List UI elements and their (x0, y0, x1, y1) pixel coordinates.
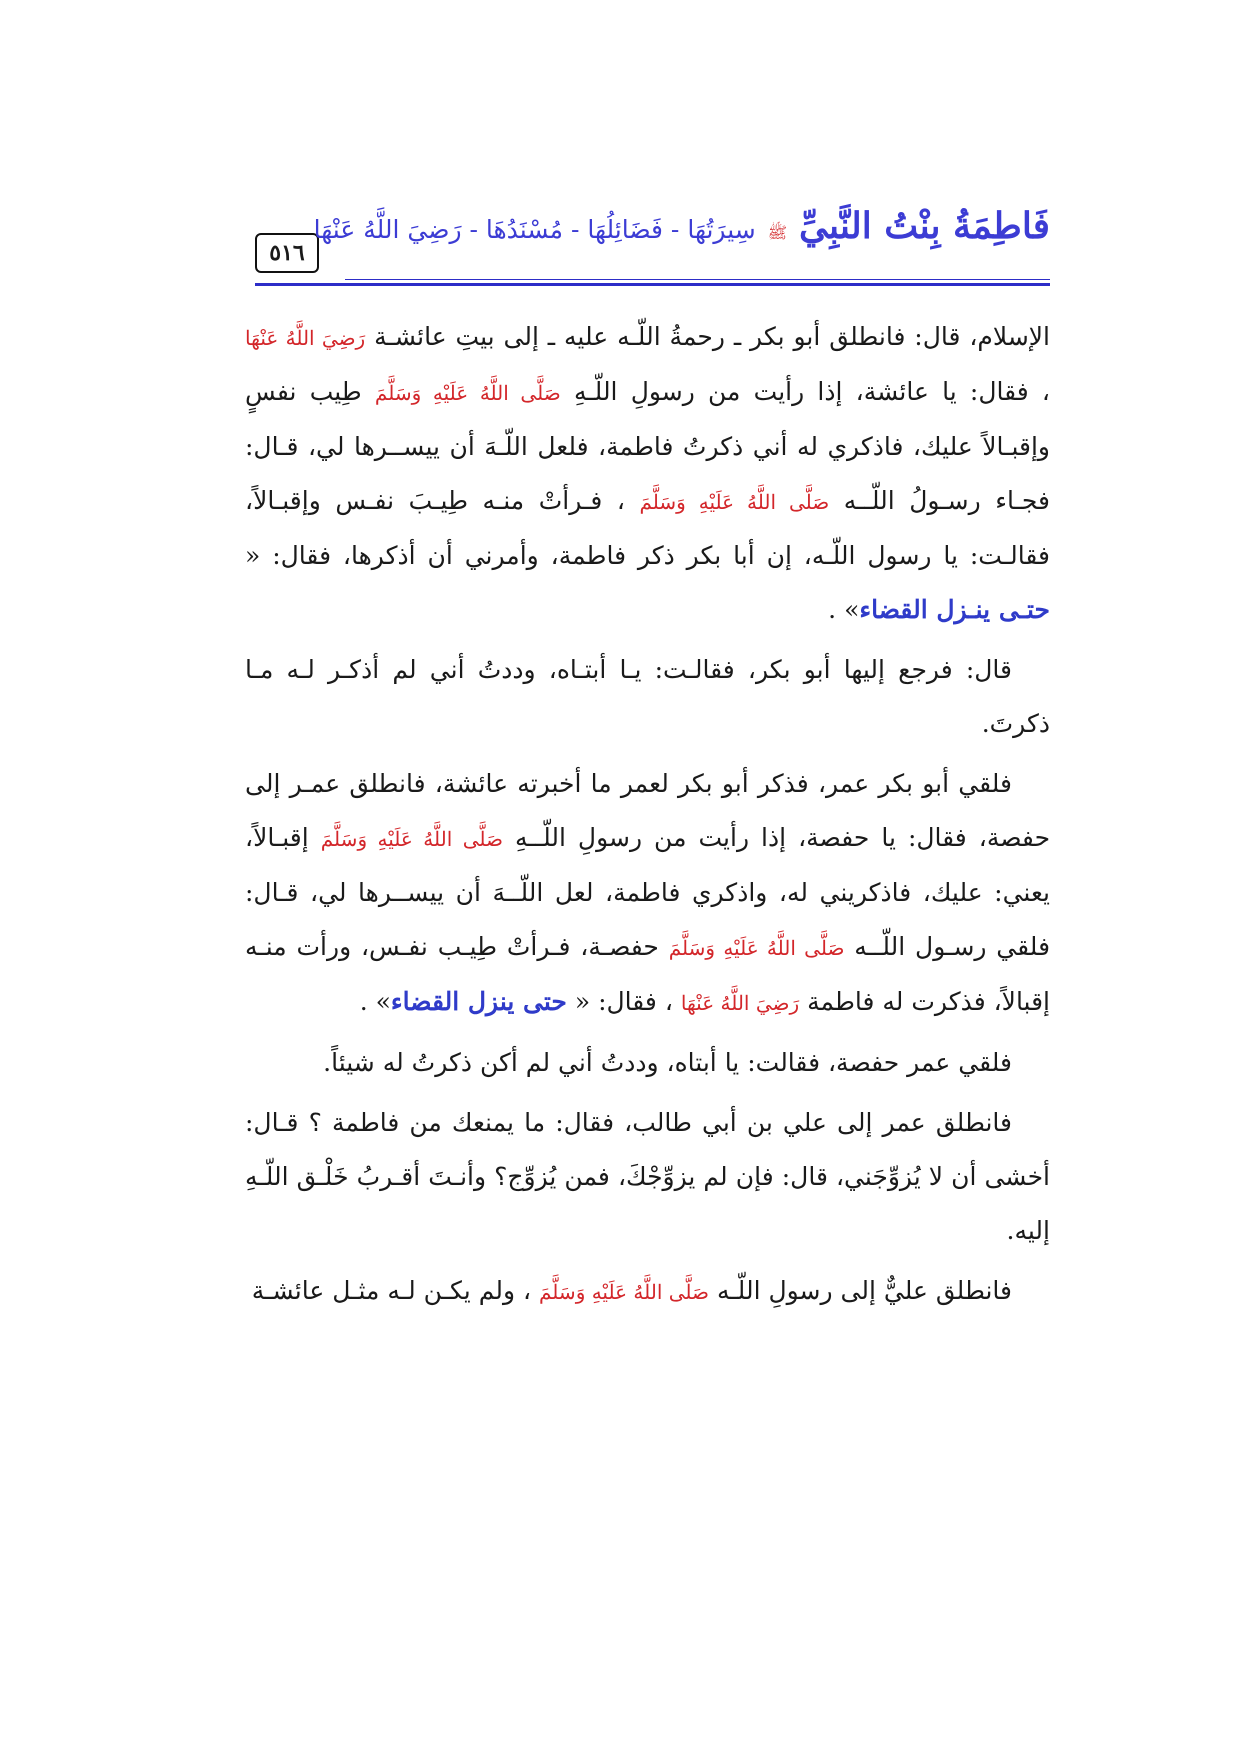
book-title: فَاطِمَةُ بِنْتُ النَّبِيِّ (799, 205, 1050, 247)
paragraph-5: فانطلق عمر إلى علي بن أبي طالب، فقال: ما يمنعك من فاطمة ؟ قـال: أخشى أن لا يُزوِّجَني، قال: فإن لم يزوِّجْكَ، فمن يُزوِّج؟ وأنـتَ أقـربُ خَلْـق اللّـهِ إليه. (245, 1108, 1050, 1245)
paragraph-6 (245, 1264, 1050, 1319)
quote-open: « (574, 987, 591, 1016)
hadith-quote: حتى ينزل القضاء (390, 987, 567, 1016)
page-body (245, 310, 1050, 1325)
paragraph-2: قال: فرجع إليها أبو بكر، فقالـت: يـا أبتـاه، وددتُ أني لم أذكـر لـه مـا ذكرتَ. (245, 655, 1050, 738)
quote-close: » (375, 987, 391, 1016)
honorific-radiya-anha: رَضِيَ اللَّهُ عَنْهَا (680, 991, 800, 1015)
text-segment: . (828, 595, 837, 624)
honorific-salla-allah: صَلَّى اللَّهُ عَلَيْهِ وَسَلَّمَ (374, 381, 561, 405)
paragraph-3 (245, 757, 1050, 1030)
text-segment: حفصـة، فـرأتْ طِيـب نفـس، ورأت منـه إقبالاً، فذكرت له فاطمة (245, 932, 1050, 1016)
text-segment: ، فـرأتْ منـه طِيـبَ نفـس وإقبـالاً، فقالـت: يا رسول اللّـه، إن أبا بكر ذكر فاطمة، وأمرني أن أذكرها، فقال: (245, 486, 1050, 570)
honorific-salla-allah: صَلَّى اللَّهُ عَلَيْهِ وَسَلَّمَ (539, 1280, 709, 1304)
paragraph-1 (245, 310, 1050, 637)
text-segment: ، فقال: (598, 987, 673, 1016)
honorific-salla-allah: صَلَّى اللَّهُ عَلَيْهِ وَسَلَّمَ (668, 936, 845, 960)
running-title (314, 205, 1050, 247)
text-segment: فانطلق عليٌّ إلى رسولِ اللّـه (716, 1276, 1012, 1305)
text-segment: ، فقال: يا عائشة، إذا رأيت من رسولِ اللّـهِ (573, 377, 1050, 406)
header-rule (255, 283, 1050, 286)
text-segment: فلقي أبو بكر عمر، فذكر أبو بكر لعمر ما أخبرته عائشة، فانطلق عمـر إلى حفصة، فقال: يا حفصة، إذا رأيت من رسولِ اللّــهِ (245, 769, 1051, 852)
page-header (255, 205, 1050, 285)
page-number: ٥١٦ (255, 233, 319, 273)
text-segment: طِيب نفسٍ وإقبـالاً عليك، فاذكري له أني ذكرتُ فاطمة، فلعل اللّـهَ أن ييســرها لي، قـال: فجـاء رسـولُ اللّــه (245, 377, 1050, 515)
book-subtitle: سِيرَتُهَا - فَضَائِلُهَا - مُسْنَدُهَا - رَضِيَ اللَّهُ عَنْهَا (313, 215, 756, 244)
quote-close: » (844, 595, 860, 624)
text-segment: ، ولم يكـن لـه مثـل عائشـة (251, 1276, 532, 1305)
text-segment: الإسلام، قال: فانطلق أبو بكر ـ رحمةُ اللّـه عليه ـ إلى بيتِ عائشـة (374, 322, 1050, 351)
text-segment: إقبـالاً، يعني: عليك، فاذكريني له، واذكري فاطمة، لعل اللّــهَ أن ييســرها لي، قـال: فلقي رسـول اللّــه (245, 823, 1051, 961)
honorific-salla-allah: صَلَّى اللَّهُ عَلَيْهِ وَسَلَّمَ (639, 490, 830, 514)
header-thin-rule (345, 279, 1050, 280)
honorific-salla-allah: صَلَّى اللَّهُ عَلَيْهِ وَسَلَّمَ (320, 827, 503, 851)
title-honorific: ﷺ (767, 223, 788, 242)
honorific-radiya-anha: رَضِيَ اللَّهُ عَنْهَا (245, 326, 366, 350)
hadith-quote: حتـى ينـزل القضاء (859, 595, 1050, 624)
quote-open: « (245, 541, 261, 570)
paragraph-4: فلقي عمر حفصة، فقالت: يا أبتاه، وددتُ أني لم أكن ذكرتُ له شيئاً. (323, 1048, 1012, 1077)
text-segment: . (359, 987, 368, 1016)
